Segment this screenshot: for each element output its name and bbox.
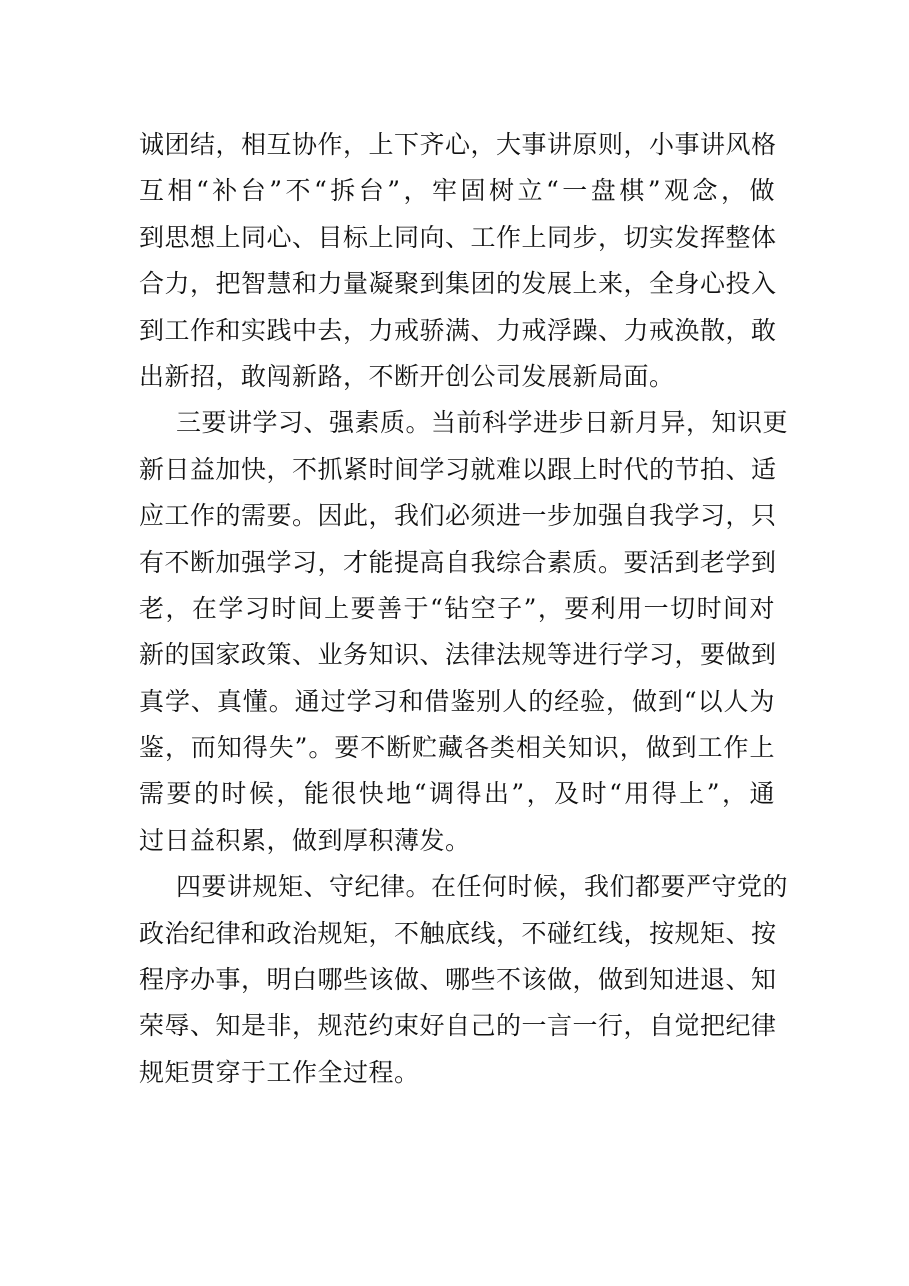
text-line: 四要讲规矩、守纪律。在任何时候，我们都要严守党的 [176, 872, 789, 902]
text-line: 荣辱、知是非，规范约束好自己的一言一行，自觉把纪律 [139, 1011, 777, 1041]
text-line: 诚团结，相互协作，上下齐心，大事讲原则，小事讲风格 [139, 130, 777, 159]
text-line: 规矩贯穿于工作全过程。 [139, 1057, 420, 1087]
text-line: 到工作和实践中去，力戒骄满、力戒浮躁、力戒涣散，敢 [139, 315, 777, 345]
text-line: 过日益积累，做到厚积薄发。 [139, 825, 471, 855]
text-line: 新的国家政策、业务知识、法律法规等进行学习，要做到 [139, 640, 777, 670]
text-line: 互相“补台”不“拆台”，牢固树立“一盘棋”观念，做 [139, 176, 775, 206]
text-line: 程序办事，明白哪些该做、哪些不该做，做到知进退、知 [139, 965, 777, 995]
paragraph-1 [139, 122, 775, 400]
paragraph-3 [139, 864, 789, 1096]
paragraph-2 [139, 400, 789, 864]
text-line: 鉴，而知得失”。要不断贮藏各类相关知识，做到工作上 [139, 733, 775, 763]
text-line: 政治纪律和政治规矩，不触底线，不碰红线，按规矩、按 [139, 918, 777, 948]
text-line: 合力，把智慧和力量凝聚到集团的发展上来，全身心投入 [139, 269, 777, 299]
text-line: 出新招，敢闯新路，不断开创公司发展新局面。 [139, 361, 675, 391]
text-line: 老，在学习时间上要善于“钻空子”，要利用一切时间对 [139, 593, 775, 623]
text-line: 真学、真懂。通过学习和借鉴别人的经验，做到“以人为 [139, 686, 775, 716]
text-line: 三要讲学习、强素质。当前科学进步日新月异，知识更 [176, 408, 789, 438]
text-line: 应工作的需要。因此，我们必须进一步加强自我学习，只 [139, 501, 777, 531]
text-line: 新日益加快，不抓紧时间学习就难以跟上时代的节拍、适 [139, 454, 777, 484]
text-line: 有不断加强学习，才能提高自我综合素质。要活到老学到 [139, 547, 777, 577]
document-body [139, 122, 789, 1096]
text-line: 到思想上同心、目标上同向、工作上同步，切实发挥整体 [139, 222, 777, 252]
text-line: 需要的时候，能很快地“调得出”，及时“用得上”，通 [139, 779, 775, 809]
